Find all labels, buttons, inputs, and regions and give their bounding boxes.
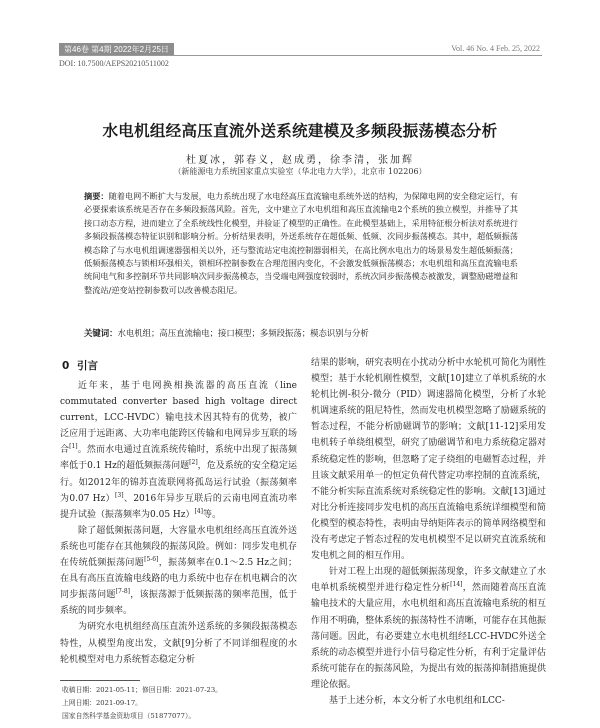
text-run: 除了超低频振荡问题，大容量水电机组经高压直流外送系统也可能存在其他频段的振荡风险。例如：同步发电机存在传统低频振荡问题 — [60, 525, 297, 569]
online-date: 上网日期：2021-09-17。 — [62, 699, 142, 707]
text-run: 为研究水电机组经高压直流外送系统的多频段振荡模态特性，从模型角度出发，文献[9]分析了不同详细程度的水轮机模型对电力系统暂态稳定分析 — [60, 622, 297, 665]
text-run: ，然而随着高压直流输电技术的大量应用，水电机组和高压直流输电系统的相互作用不明确，整体系统的振荡特性不清晰，可能存在其他振荡问题。因此，有必要建立水电机组经LCC-HVDC外送全系统的动态模型并进行小信号稳定性分析，有利于定量评估系统可能存在的振荡风险，为提出有效的振荡抑制措施提供理论依据。 — [311, 583, 546, 690]
text-run: ，振荡频率在0.1～2.5 Hz之间；在具有高压直流输电线路的电力系统中也存在机电耦合的次同步振荡问题 — [60, 558, 297, 601]
keywords-text: 水电机组；高压直流输电；接口模型；多频段振荡；模态识别与分析 — [117, 328, 369, 338]
section-number: 0 — [62, 360, 70, 372]
citation: [14] — [450, 581, 463, 589]
fund-note: 国家自然科学基金资助项目（51877077）。 — [62, 712, 196, 720]
header-rule — [59, 55, 542, 56]
keywords-label: 关键词： — [84, 328, 118, 338]
journal-issue-badge: 第46卷 第4期 2022年2月25日 — [59, 43, 174, 56]
text-run: 针对工程上出现的超低频振荡现象，许多文献建立了水电单机系统模型并进行稳定性分析 — [311, 567, 546, 594]
abstract-label: 摘要： — [84, 191, 109, 201]
text-run: 等。 — [203, 509, 222, 520]
keywords — [84, 327, 524, 339]
section-heading — [62, 358, 98, 373]
authors: 杜夏冰，郭春义，赵成勇，徐李清，张加辉 — [186, 155, 414, 166]
citation: [7-8] — [115, 588, 131, 596]
paragraph — [60, 378, 297, 523]
abstract — [84, 190, 518, 297]
paragraph — [311, 355, 546, 564]
journal-issue-english: Vol. 46 No. 4 Feb. 25, 2022 — [451, 44, 540, 53]
citation: [3] — [115, 491, 124, 499]
paragraph — [60, 523, 297, 620]
text-run: 基于上述分析，本文分析了水电机组和LCC- — [329, 695, 505, 706]
citation: [1] — [69, 443, 78, 451]
text-run: 。然而水电通过直流系统传输时，系统中出现了振荡频率低于0.1 Hz的超低频振荡问题 — [60, 445, 297, 472]
text-run: 、2016年异步互联后的云南电网直流功率提升试验（振荡频率为0.05 Hz） — [60, 493, 298, 520]
abstract-text: 随着电网不断扩大与发展，电力系统出现了水电经高压直流输电系统外送的结构，为保障电网的安全稳定运行，有必要探索该系统是否存在多频段振荡风险。首先，文中建立了水电机组和高压直流输电2个系统的独立模型，并推导了其接口动态方程，进而建立了全系统线性化模型，并验证了模型的正确性。在此模型基础上，采用特征根分析法对系统进行多频段振荡模态特征识别和影响分析。分析结果表明，外送系统存在超低频、低频、次同步振荡模态。其中，超低频振荡模态除了与水电机组调速器强相关以外，还与整流站定电流控制器弱相关，在高比例水电出力的场景易发生超低频振荡；低频振荡模态与锁相环强相关，锁相环控制参数在合理范围内变化，不会激发低频振荡模态；水电机组和高压直流输电系统间电气和多控制环节共同影响次同步振荡模态，当受端电网强度较弱时，系统次同步振荡模态被激发，调整励磁增益和整流站/逆变站控制参数可以改善模态阻尼。 — [84, 191, 518, 295]
doi: DOI: 10.7500/AEPS20210511002 — [59, 59, 169, 68]
affiliation: （新能源电力系统国家重点实验室（华北电力大学），北京市 102206） — [173, 167, 427, 176]
right-column — [311, 355, 546, 709]
paragraph — [60, 619, 297, 667]
left-column — [60, 378, 297, 668]
citation: [2] — [189, 459, 198, 467]
paragraph — [311, 564, 546, 693]
text-run: ，危及系统的安全稳定运行。如2012年的锦苏直流联网将孤岛运行试验（振荡频率为0.07 Hz） — [60, 461, 297, 504]
paragraph — [311, 693, 546, 709]
received-date: 收稿日期：2021-05-11；修回日期：2021-07-23。 — [62, 686, 222, 694]
text-run: 结果的影响，研究表明在小扰动分析中水轮机可简化为刚性模型；基于水轮机刚性模型，文献[10]建立了单机系统的水轮机比例-积分-微分（PID）调速器简化模型，分析了水轮机调速系统的阻尼特性，然而发电机模型忽略了励磁系统的暂态过程，不能分析励磁调节的影响；文献[11-12]采用发电机转子单绕组模型，研究了励磁调节和电力系统稳定器对系统稳定性的影响，但忽略了定子绕组的电磁暂态过程，并且该文献采用单一的恒定负荷代替定功率控制的直流系统，不能分析实际直流系统对系统稳定性的影响。文献[13]通过对比分析连接同步发电机的高压直流输电系统详细模型和简化模型的模态特性，表明由导纳矩阵表示的简单网络模型和没有考虑定子暂态过程的发电机模型不足以研究直流系统和发电机之间的相互作用。 — [311, 358, 546, 562]
text-run: ，该振荡源于低频振荡的频率范围，低于系统的同步频率。 — [60, 590, 297, 617]
text-run: 近年来，基于电网换相换流器的高压直流（line commutated converter based high voltage direct current，LCC-HVDC）输电技术因其特有的优势，被广泛应用于远距离、大功率电能跨区传输和电网异步互联的场合 — [60, 381, 297, 456]
footnote-rule — [60, 680, 140, 681]
paper-title: 水电机组经高压直流外送系统建模及多频段振荡模态分析 — [102, 122, 498, 140]
footnotes — [62, 684, 222, 723]
citation: [5-6] — [144, 556, 159, 564]
section-title: 引言 — [76, 360, 98, 372]
citation: [4] — [194, 507, 203, 515]
